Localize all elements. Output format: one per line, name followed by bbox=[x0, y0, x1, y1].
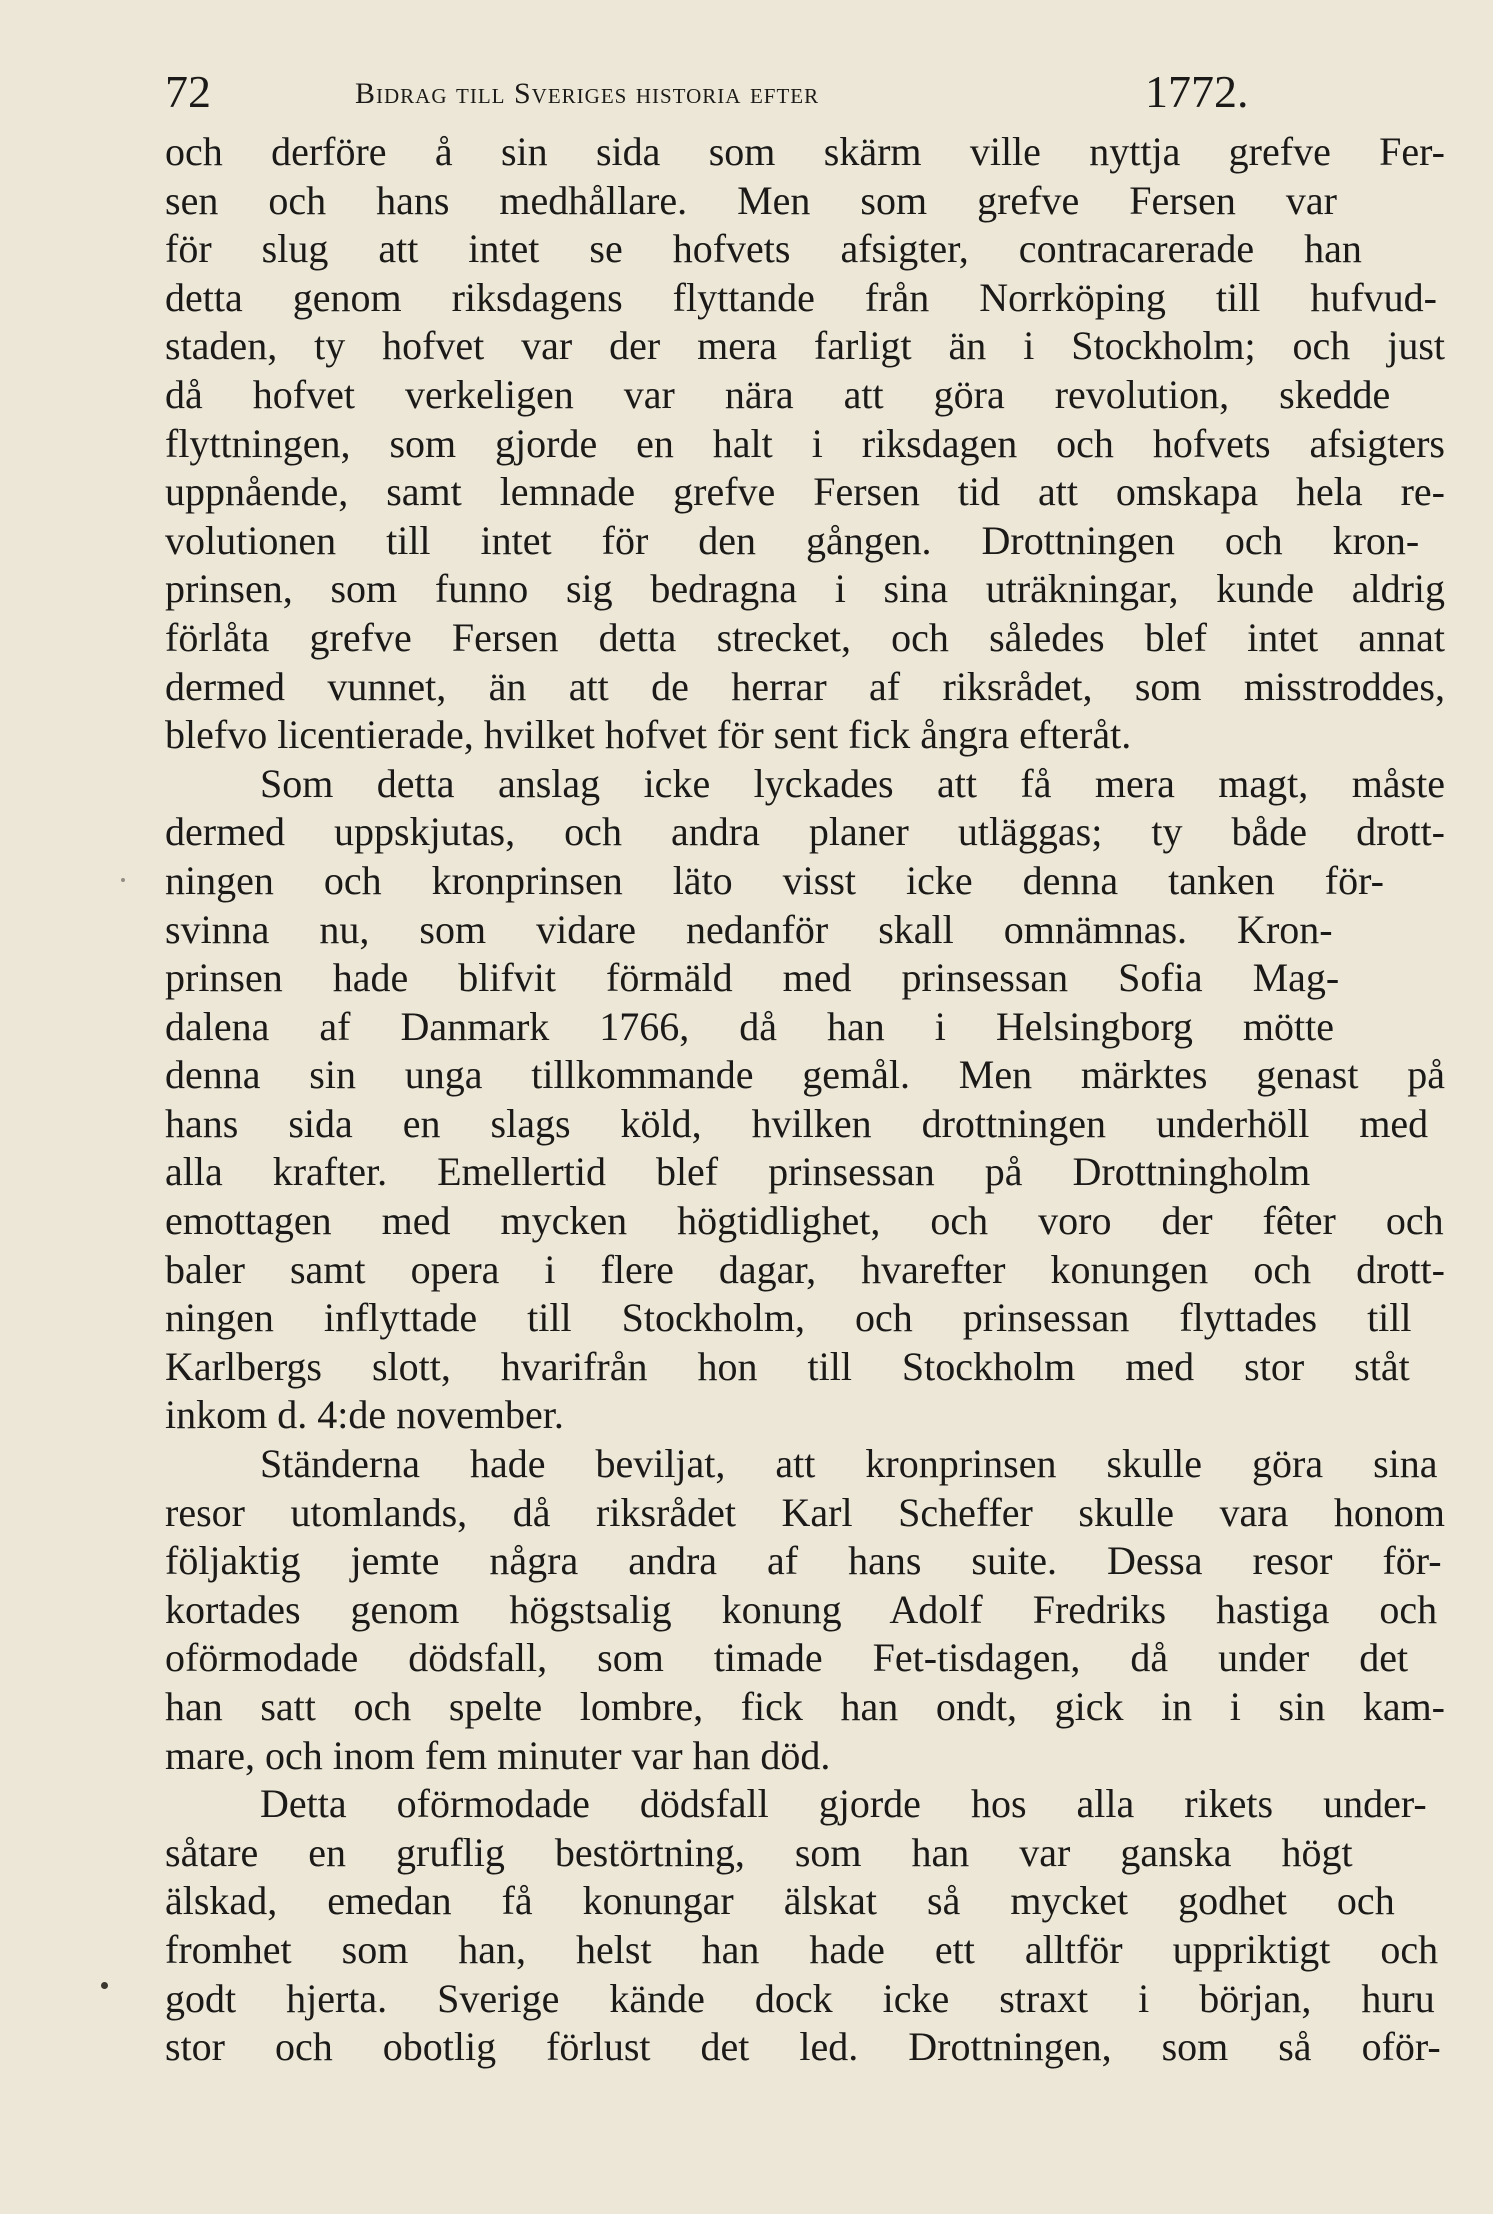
text-line: inkom d. 4:de november. bbox=[165, 1392, 564, 1438]
paragraph-start-line: Detta oförmodade dödsfall gjorde hos alla rikets under- bbox=[260, 1781, 1427, 1827]
paragraph-start-line: Ständerna hade beviljat, att kronprinsen skulle göra sina bbox=[260, 1441, 1438, 1487]
text-line: såtare en gruflig bestörtning, som han var ganska högt bbox=[165, 1829, 1353, 1875]
page-header bbox=[165, 62, 1255, 122]
text-line: Karlbergs slott, hvarifrån hon till Stockholm med stor ståt bbox=[165, 1343, 1410, 1389]
text-line: följaktig jemte några andra af hans suite. Dessa resor för- bbox=[165, 1538, 1442, 1584]
text-line: ningen inflyttade till Stockholm, och prinsessan flyttades till bbox=[165, 1295, 1412, 1341]
paragraph-start-line: Som detta anslag icke lyckades att få mera magt, måste bbox=[260, 760, 1445, 806]
text-line: blefvo licentierade, hvilket hofvet för sent fick ångra efteråt. bbox=[165, 712, 1132, 758]
text-line: svinna nu, som vidare nedanför skall omnämnas. Kron- bbox=[165, 906, 1333, 952]
text-line: prinsen, som funno sig bedragna i sina uträkningar, kunde aldrig bbox=[165, 566, 1445, 612]
text-line: dermed uppskjutas, och andra planer utläggas; ty både drott- bbox=[165, 809, 1445, 855]
text-line: dalena af Danmark 1766, då han i Helsingborg mötte bbox=[165, 1003, 1335, 1049]
text-line: alla krafter. Emellertid blef prinsessan på Drottningholm bbox=[165, 1149, 1311, 1195]
text-line: stor och obotlig förlust det led. Drottningen, som så oför- bbox=[165, 2024, 1441, 2070]
text-line: för slug att intet se hofvets afsigter, contracarerade han bbox=[165, 226, 1362, 272]
body-text bbox=[165, 128, 1445, 2072]
text-line: dermed vunnet, än att de herrar af riksrådet, som misstroddes, bbox=[165, 663, 1445, 709]
text-line: förlåta grefve Fersen detta strecket, och således blef intet annat bbox=[165, 614, 1445, 660]
text-line: denna sin unga tillkommande gemål. Men märktes genast på bbox=[165, 1052, 1445, 1098]
text-line: sen och hans medhållare. Men som grefve Fersen var bbox=[165, 177, 1337, 223]
running-title: Bidrag till Sveriges historia efter bbox=[355, 77, 820, 110]
text-line: flyttningen, som gjorde en halt i riksdagen och hofvets afsigters bbox=[165, 420, 1445, 466]
text-line: godt hjerta. Sverige kände dock icke straxt i början, huru bbox=[165, 1975, 1435, 2021]
text-line: hans sida en slags köld, hvilken drottningen underhöll med bbox=[165, 1100, 1429, 1146]
text-line: staden, ty hofvet var der mera farligt än i Stockholm; och just bbox=[165, 323, 1445, 369]
text-line: mare, och inom fem minuter var han död. bbox=[165, 1732, 831, 1778]
text-line: och derföre å sin sida som skärm ville nyttja grefve Fer- bbox=[165, 129, 1445, 174]
text-line: fromhet som han, helst han hade ett alltför uppriktigt och bbox=[165, 1926, 1439, 1972]
text-line: älskad, emedan få konungar älskat så mycket godhet och bbox=[165, 1878, 1395, 1924]
text-line: volutionen till intet för den gången. Drottningen och kron- bbox=[165, 517, 1420, 563]
text-line: då hofvet verkeligen var nära att göra revolution, skedde bbox=[165, 371, 1391, 417]
text-line: prinsen hade blifvit förmäld med prinsessan Sofia Mag- bbox=[165, 955, 1340, 1001]
text-line: kortades genom högstsalig konung Adolf Fredriks hastiga och bbox=[165, 1586, 1438, 1632]
text-line: han satt och spelte lombre, fick han ondt, gick in i sin kam- bbox=[165, 1684, 1445, 1729]
text-line: oförmodade dödsfall, som timade Fet-tisdagen, då under det bbox=[165, 1635, 1409, 1681]
text-line: ningen och kronprinsen läto visst icke denna tanken för- bbox=[165, 857, 1384, 903]
text-line: detta genom riksdagens flyttande från Norrköping till hufvud- bbox=[165, 274, 1437, 320]
running-title-year: 1772. bbox=[1145, 66, 1249, 117]
text-line: uppnående, samt lemnade grefve Fersen tid att omskapa hela re- bbox=[165, 469, 1445, 515]
ink-speck bbox=[121, 878, 125, 882]
text-line: baler samt opera i flere dagar, hvarefter konungen och drott- bbox=[165, 1246, 1445, 1292]
page-number: 72 bbox=[165, 66, 211, 117]
ink-speck bbox=[101, 1982, 108, 1989]
text-line: emottagen med mycken högtidlighet, och voro der fêter och bbox=[165, 1198, 1444, 1244]
text-line: resor utomlands, då riksrådet Karl Scheffer skulle vara honom bbox=[165, 1489, 1445, 1535]
